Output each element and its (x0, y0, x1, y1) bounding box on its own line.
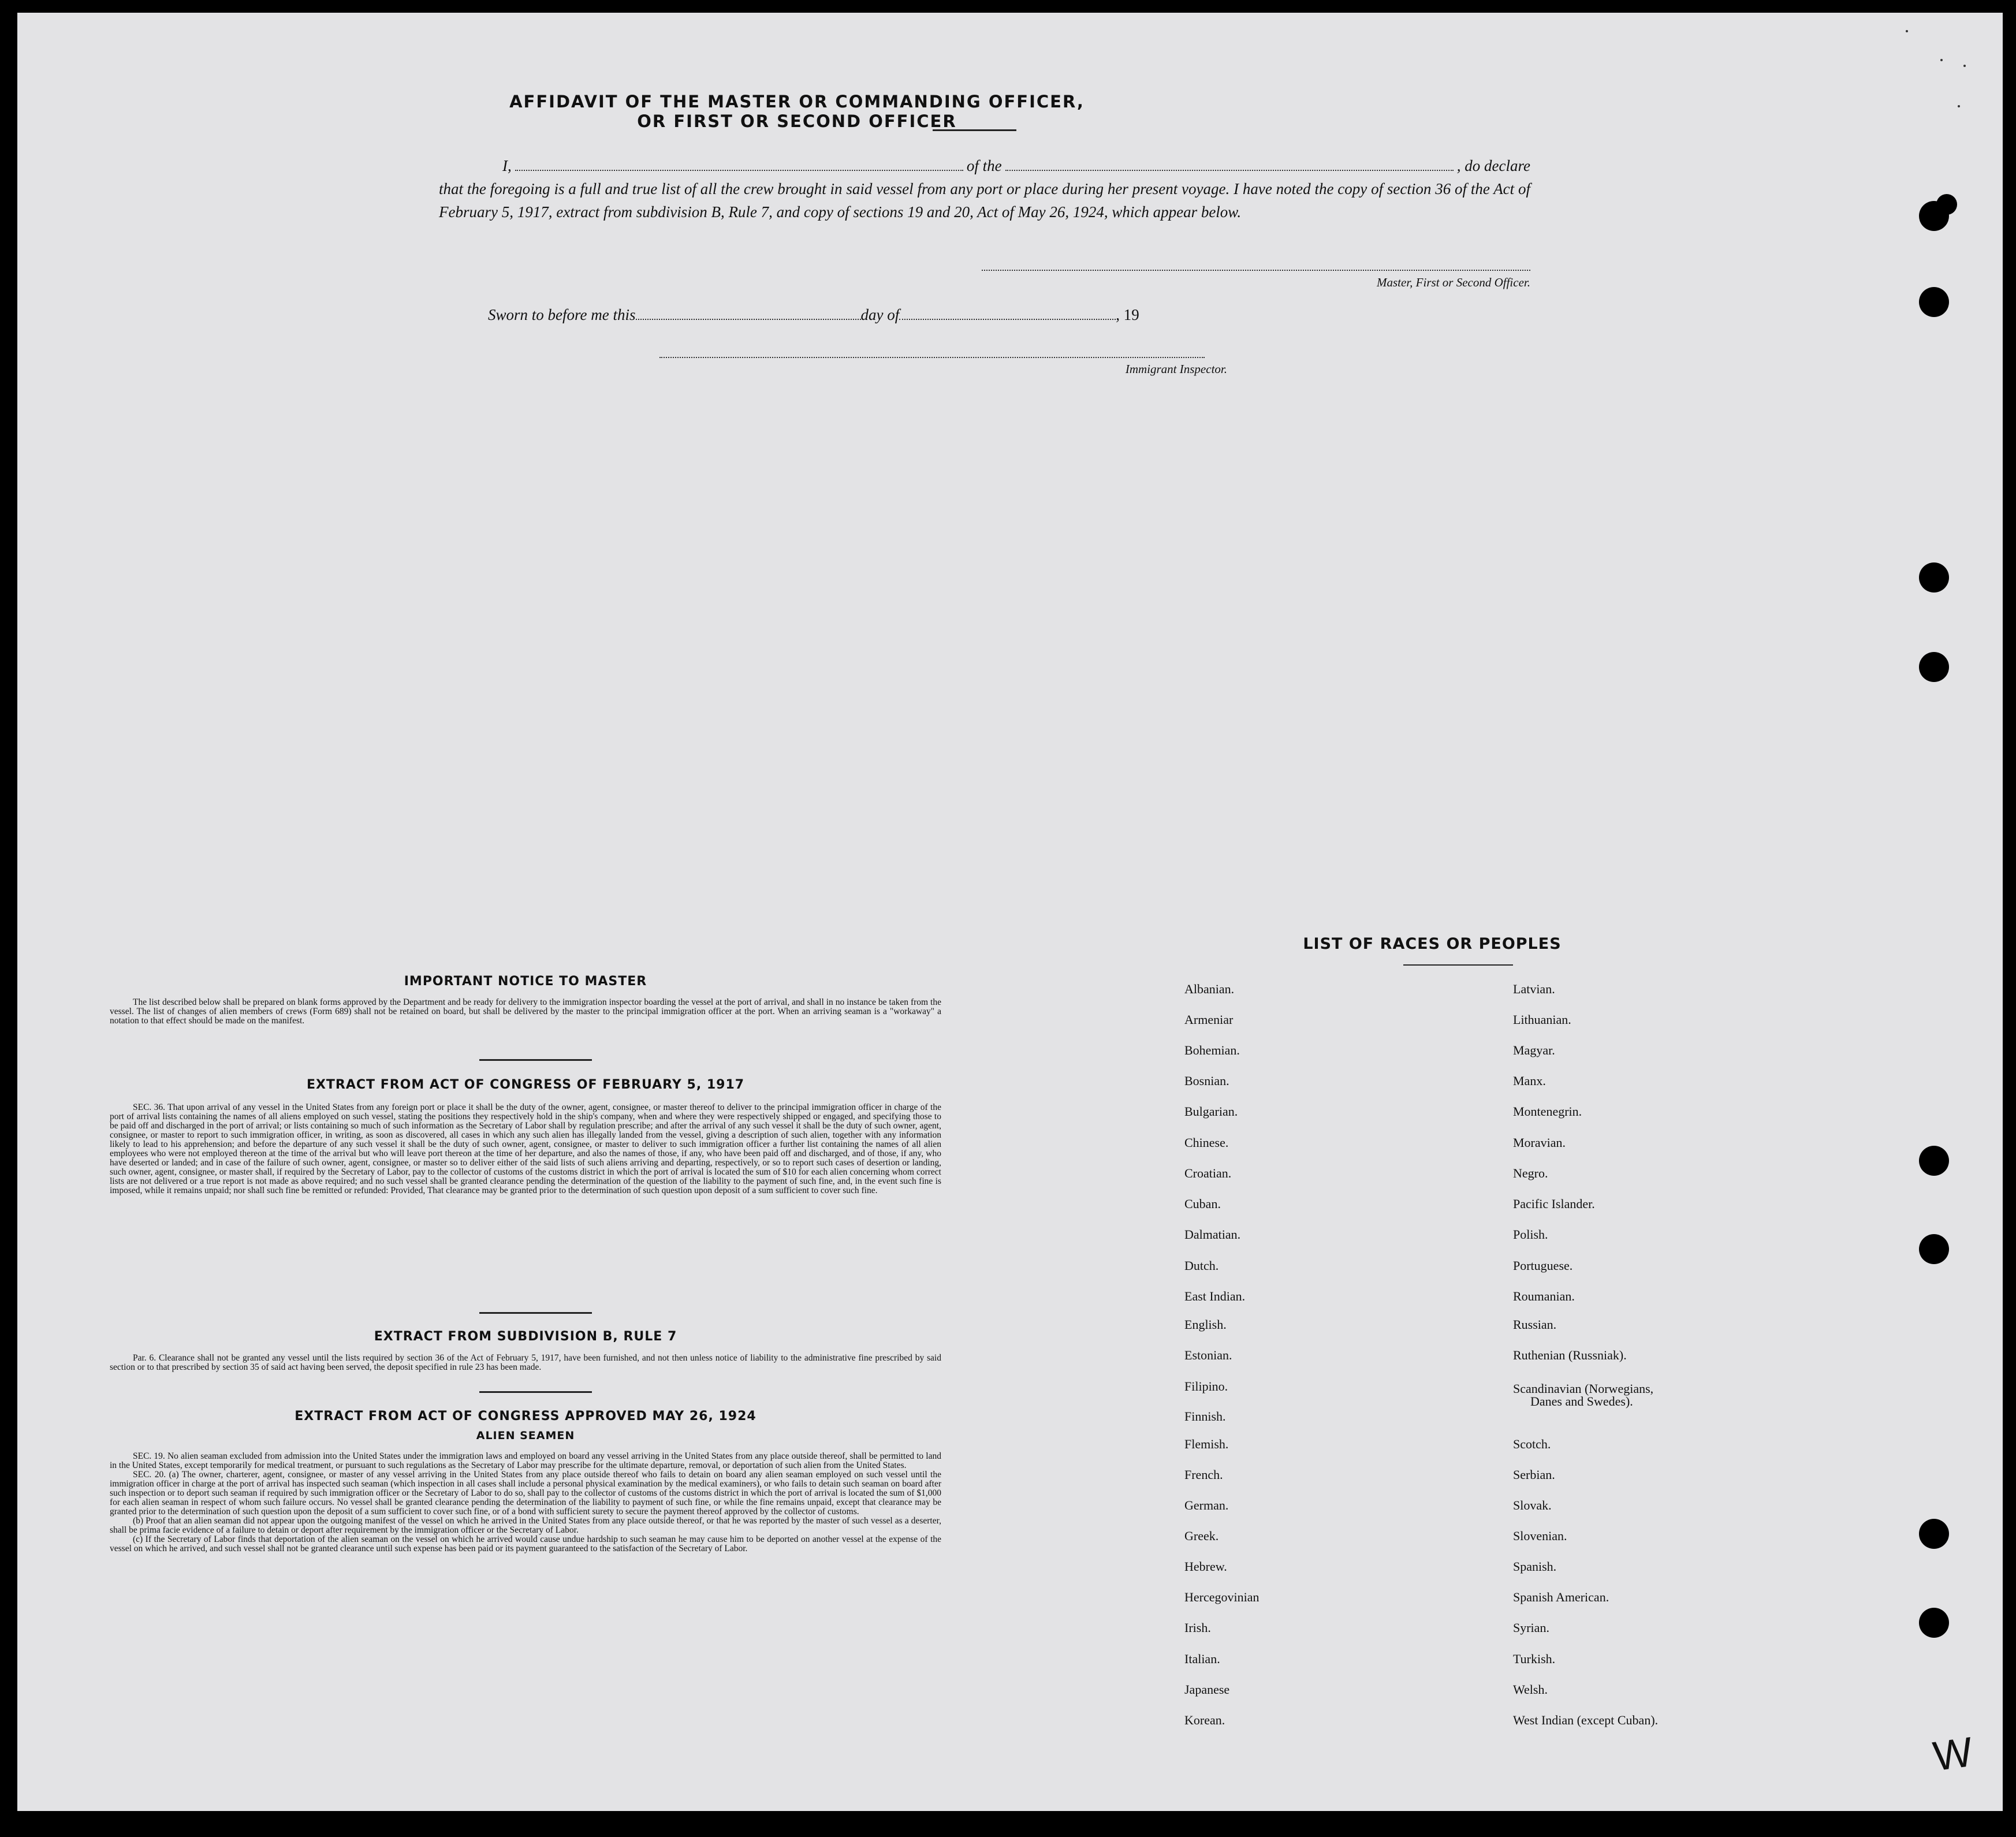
declaration-i: I, (502, 157, 512, 174)
speck (1906, 30, 1908, 32)
race-item-left: Bohemian. (1184, 1043, 1240, 1057)
race-item-right: Spanish American. (1513, 1590, 1609, 1604)
speck (1958, 105, 1960, 107)
sworn-day-of: day of (860, 306, 900, 323)
declaration-text: that the foregoing is a full and true list of all the crew brought in said vessel from any port or place during her present voyage. I have noted the copy of section 36 of the Act of February 5, 1917, extract from subdivision B, Rule 7, and copy of sections 19 and 20, Act of May 26, 1924, which appear below. (439, 180, 1530, 221)
extract-1924-text (110, 1452, 941, 1553)
extract-rule7-title: EXTRACT FROM SUBDIVISION B, RULE 7 (374, 1329, 677, 1344)
race-item-left: Irish. (1184, 1620, 1211, 1635)
race-item-left: Korean. (1184, 1713, 1225, 1727)
binder-hole (1919, 1234, 1949, 1264)
title-divider (933, 129, 1016, 131)
race-item-left: East Indian. (1184, 1289, 1246, 1303)
sworn-year: , 19 (1116, 306, 1139, 323)
affidavit-body (439, 154, 1530, 223)
race-item-left: Japanese (1184, 1682, 1230, 1697)
declaration-end: , do declare (1456, 157, 1530, 174)
race-item-right: Slovenian. (1513, 1529, 1567, 1543)
sworn-day-field[interactable] (636, 303, 861, 320)
race-item-right: Pacific Islander. (1513, 1197, 1595, 1211)
declaration-of-the: of the (966, 157, 1002, 174)
race-item-left: Italian. (1184, 1652, 1220, 1666)
race-item-left: Filipino. (1184, 1379, 1228, 1393)
race-item-right: Moravian. (1513, 1135, 1566, 1150)
master-signature-label: Master, First or Second Officer. (1377, 275, 1530, 289)
race-item-left: Croatian. (1184, 1166, 1232, 1180)
race-item-right: Serbian. (1513, 1467, 1555, 1482)
race-item-right: Ruthenian (Russniak). (1513, 1348, 1627, 1362)
race-item-left: Bulgarian. (1184, 1104, 1238, 1119)
race-item-left: German. (1184, 1498, 1229, 1512)
master-signature-field[interactable] (982, 270, 1530, 271)
divider (479, 1059, 592, 1061)
race-item-left: Hercegovinian (1184, 1590, 1259, 1604)
sec36-paragraph: SEC. 36. That upon arrival of any vessel in the United States from any foreign port or place it shall be the duty of the owner, agent, consignee, or master thereof to deliver to the principal immigration officer in charge of the port of arrival lists containing the names of all aliens employed on such vessel, stating the positions they respectively hold in the ship's company, when and where they were respectively shipped or engaged, and specifying those to be paid off and discharged in the port of arrival; or lists containing so much of such information as the Secretary of Labor shall by regulation prescribe; and after the arrival of any such vessel it shall be the duty of such owner, agent, consignee, or master to report to such immigration officer, in writing, as soon as discovered, all cases in which any such alien has illegally landed from the vessel, giving a description of such alien, together with any information likely to lead to his apprehension; and before the departure of any such vessel it shall be the duty of such owner, agent, consignee, or master to deliver to such immigration officer a further list containing the names of all alien employees who were not employed thereon at the time of the arrival but who will leave port thereon at the time of her departure, and also the names of those, if any, who have been paid off and discharged, and of those, if any, who have deserted or landed; and in case of the failure of such owner, agent, consignee, or master so to deliver either of the said lists of such aliens arriving and departing, respectively, or so to report such cases of desertion or landing, such owner, agent, consignee, or master shall, if required by the Secretary of Labor, pay to the collector of customs of the customs district in which the port of arrival is located the sum of $10 for each alien concerning whom correct lists are not delivered or a true report is not made as above required; and no such vessel shall be granted clearance pending the determination of the question of the liability to the payment of such fine, and, in the event such fine is imposed, while it remains unpaid; nor shall such fine be remitted or refunded: Provided, That clearance may be granted prior to the determination of such question upon deposit of a sum sufficient to cover such fine. (110, 1102, 941, 1195)
notice-paragraph: The list described below shall be prepared on blank forms approved by the Department and be ready for delivery to the immigration inspector boarding the vessel at the port of arrival, and shall in no instance be taken from the vessel. The list of changes of alien members of crews (Form 689) shall not be retained on board, but shall be delivered by the master to the principal immigration officer at the port. When an arriving seaman is a "workaway" a notation to that effect should be made on the manifest. (110, 997, 941, 1026)
race-item-left: Dalmatian. (1184, 1227, 1241, 1242)
race-item-right: Scandinavian (Norwegians, (1513, 1381, 1654, 1396)
race-item-left: Albanian. (1184, 982, 1235, 996)
race-item-left: Cuban. (1184, 1197, 1221, 1211)
race-item-right: Latvian. (1513, 982, 1555, 996)
declaration-line (439, 154, 1530, 177)
divider (479, 1312, 592, 1314)
race-item-left: Chinese. (1184, 1135, 1229, 1150)
name-field[interactable] (515, 156, 963, 171)
document-page (17, 13, 2003, 1811)
extract-1924-subtitle: ALIEN SEAMEN (476, 1429, 575, 1442)
race-item-right: West Indian (except Cuban). (1513, 1713, 1659, 1727)
race-item-right: Roumanian. (1513, 1289, 1575, 1303)
race-item-right: Russian. (1513, 1317, 1557, 1332)
race-item-left: Estonian. (1184, 1348, 1232, 1362)
races-title: LIST OF RACES OR PEOPLES (1303, 935, 1562, 953)
sworn-month-field[interactable] (899, 303, 1116, 320)
race-item-right: Syrian. (1513, 1620, 1549, 1635)
binder-hole (1919, 1519, 1949, 1549)
divider (479, 1391, 592, 1393)
race-item-left: Dutch. (1184, 1258, 1219, 1273)
sworn-start: Sworn to before me this (488, 306, 636, 323)
vessel-field[interactable] (1005, 156, 1454, 171)
binder-hole (1919, 562, 1949, 593)
race-item-right: Turkish. (1513, 1652, 1556, 1666)
notice-title: IMPORTANT NOTICE TO MASTER (404, 974, 647, 989)
extract-rule7-text (110, 1354, 941, 1372)
sec19-paragraph: SEC. 19. No alien seaman excluded from admission into the United States under the immigration laws and employed on board any vessel arriving in the United States from any place outside thereof, shall be permitted to land in the United States, except temporarily for medical treatment, or pursuant to such regulations as the Secretary of Labor may prescribe for the ultimate departure, removal, or deportation of such alien from the United States. (110, 1451, 941, 1470)
race-item-right: Magyar. (1513, 1043, 1555, 1057)
affidavit-title: AFFIDAVIT OF THE MASTER OR COMMANDING OFFICER, OR FIRST OR SECOND OFFICER (509, 92, 1085, 131)
extract-1917-text (110, 1103, 941, 1195)
race-item-left: English. (1184, 1317, 1227, 1332)
race-item-right: Lithuanian. (1513, 1012, 1571, 1027)
race-item-right: Spanish. (1513, 1559, 1557, 1574)
race-item-right: Polish. (1513, 1227, 1548, 1242)
sec20a-paragraph: SEC. 20. (a) The owner, charterer, agent, consignee, or master of any vessel arriving in the United States from any place outside thereof who fails to detain on board any alien seaman employed on such vessel until the immigration officer in charge at the port of arrival has inspected such seaman (which inspection in all cases shall include a personal physical examination by the medical examiners), or who fails to detain such seaman on board after such inspection or to deport such seaman if required by such immigration officer or the Secretary of Labor to do so, shall pay to the collector of customs of the customs district in which the port of arrival is located the sum of $1,000 for each alien seaman in respect of whom such failure occurs. No vessel shall be granted clearance pending the determination of the liability to payment of such fine, or while the fine remains unpaid, except that clearance may be granted prior to the determination of such question upon the deposit of a sum sufficient to cover such fine, or of a bond with sufficient surety to secure the payment thereof approved by the collector of customs. (110, 1470, 941, 1516)
binder-hole (1936, 194, 1957, 215)
race-item-left: Greek. (1184, 1529, 1219, 1543)
race-item-right: Portuguese. (1513, 1258, 1573, 1273)
binder-hole (1919, 287, 1949, 317)
binder-hole (1919, 1608, 1949, 1638)
race-item-right: Slovak. (1513, 1498, 1552, 1512)
race-item-left: French. (1184, 1467, 1223, 1482)
sec20b-paragraph: (b) Proof that an alien seaman did not appear upon the outgoing manifest of the vessel on which he arrived in the United States from any place outside thereof, or that he was reported by the master of such vessel as a deserter, shall be prima facie evidence of a failure to detain or deport after requirement by the immigration officer or the Secretary of Labor. (110, 1516, 941, 1535)
sworn-line (488, 303, 1181, 324)
race-item-left: Armeniar (1184, 1012, 1234, 1027)
race-item-right: Welsh. (1513, 1682, 1548, 1697)
inspector-label: Immigrant Inspector. (1125, 362, 1227, 376)
inspector-signature-field[interactable] (659, 357, 1205, 358)
race-item-left: Flemish. (1184, 1437, 1229, 1451)
binder-hole (1919, 652, 1949, 682)
race-item-left: Hebrew. (1184, 1559, 1227, 1574)
race-item-left: Bosnian. (1184, 1074, 1229, 1088)
binder-hole (1919, 1146, 1949, 1176)
speck (1940, 59, 1943, 61)
races-divider (1403, 964, 1513, 966)
extract-1917-title: EXTRACT FROM ACT OF CONGRESS OF FEBRUARY 5, 1917 (306, 1078, 745, 1092)
par6-paragraph: Par. 6. Clearance shall not be granted any vessel until the lists required by section 36 of the Act of February 5, 1917, have been furnished, and not then unless notice of liability to the administrative fine prescribed by said section or to that prescribed by section 35 of said act having been served, the deposit specified in rule 23 has been made. (110, 1353, 941, 1372)
race-item-right: Montenegrin. (1513, 1104, 1582, 1119)
page-mark: W (1930, 1728, 1976, 1780)
race-item-right: Danes and Swedes). (1530, 1394, 1633, 1409)
sec20c-paragraph: (c) If the Secretary of Labor finds that deportation of the alien seaman on the vessel on which he arrived would cause undue hardship to such seaman he may cause him to be deported on another vessel at the expense of the vessel on which he arrived, and such vessel shall not be granted clearance until such expense has been paid or its payment guaranteed to the satisfaction of the Secretary of Labor. (110, 1534, 941, 1553)
extract-1924-title: EXTRACT FROM ACT OF CONGRESS APPROVED MAY 26, 1924 (295, 1409, 757, 1424)
speck (1963, 65, 1966, 67)
race-item-right: Scotch. (1513, 1437, 1551, 1451)
race-item-right: Manx. (1513, 1074, 1546, 1088)
race-item-left: Finnish. (1184, 1409, 1226, 1424)
race-item-right: Negro. (1513, 1166, 1548, 1180)
notice-text (110, 998, 941, 1026)
